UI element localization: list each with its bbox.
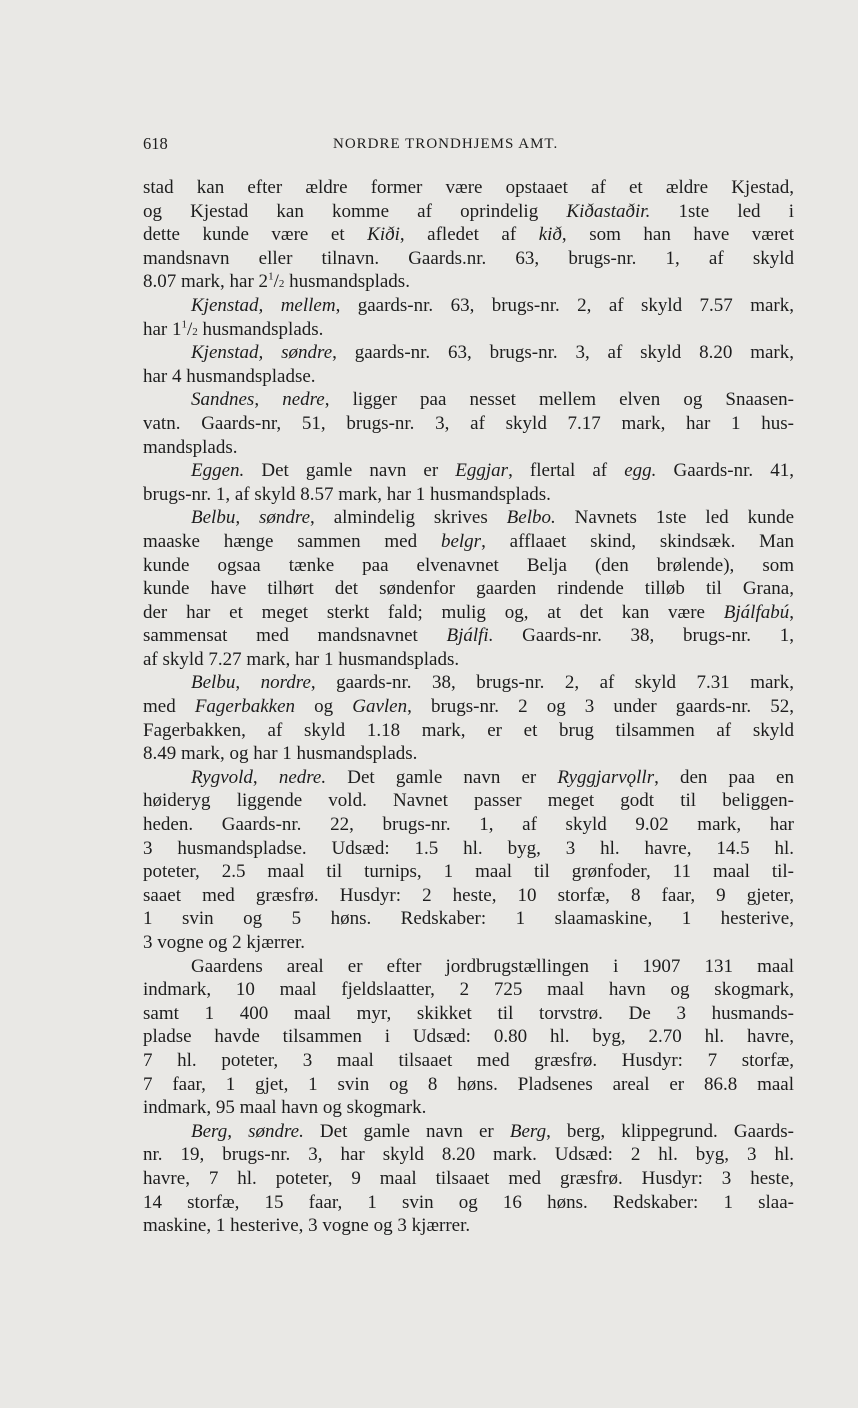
text-line — [143, 506, 794, 530]
italic-term: nedre. — [278, 766, 327, 788]
text-line — [143, 577, 794, 601]
italic-term: Rygvold — [191, 766, 253, 788]
text-run: stad kan efter ældre former være opstaaet af et ældre Kjestad, — [143, 177, 794, 198]
text-line — [143, 742, 794, 766]
italic-term: Belbu, søndre — [191, 507, 311, 529]
text-line — [143, 530, 794, 554]
text-line — [143, 341, 794, 365]
text-line — [143, 884, 794, 908]
text-line — [143, 1049, 794, 1073]
text-run: med — [143, 696, 195, 718]
italic-term: kið — [538, 224, 562, 246]
text-run: og — [295, 696, 353, 718]
text-run: 1 svin og 5 høns. Redskaber: 1 slaamaskine, 1 hesterive, — [143, 908, 794, 930]
page-number: 618 — [143, 134, 168, 153]
italic-term: belgr — [440, 530, 482, 552]
text-run: kunde have tilhørt det søndenfor gaarden rindende tilløb til Grana, — [143, 578, 794, 600]
text-run: har 1 — [143, 318, 182, 340]
text-run: Gaardens areal er efter jordbrugstællingen i 1907 131 maal — [191, 955, 794, 977]
text-run: 14 storfæ, 15 faar, 1 svin og 16 høns. Redskaber: 1 slaa- — [143, 1191, 794, 1213]
italic-term: Kiðastaðir. — [566, 200, 651, 222]
text-line — [143, 1025, 794, 1049]
text-line — [143, 931, 794, 955]
text-run: , — [252, 766, 279, 788]
text-line — [143, 247, 794, 271]
text-line — [143, 955, 794, 979]
text-run: , flertal af — [508, 460, 625, 482]
italic-term: Bjálfi. — [446, 625, 494, 647]
italic-term: Ryggjarvǫllr — [557, 766, 655, 788]
text-run: samt 1 400 maal myr, skikket til torvstrø. De 3 husmands- — [143, 1002, 794, 1024]
text-line — [143, 318, 794, 342]
text-run: 7 hl. poteter, 3 maal tilsaaet med græsfrø. Husdyr: 7 storfæ, — [143, 1049, 794, 1071]
fraction-numerator: 1 — [181, 318, 188, 331]
text-run: der har et meget sterkt fald; mulig og, at det kan være — [143, 601, 724, 623]
italic-term: nordre — [260, 672, 311, 694]
text-run: , almindelig skrives — [310, 507, 507, 529]
fraction-numerator: 1 — [268, 271, 274, 284]
italic-term: nedre — [282, 389, 325, 411]
italic-term: Berg — [509, 1120, 547, 1142]
text-run: har 4 husmandspladse. — [143, 365, 316, 387]
text-run: Gaards-nr. 38, brugs-nr. 1, — [493, 625, 794, 647]
text-run: , — [235, 672, 261, 694]
text-run: , brugs-nr. 2 og 3 under gaards-nr. 52, — [407, 696, 795, 718]
text-line — [143, 789, 794, 813]
text-run: , den paa en — [654, 766, 794, 788]
text-run: Fagerbakken, af skyld 1.18 mark, er et brug tilsammen af skyld — [143, 719, 794, 741]
text-line — [143, 907, 794, 931]
text-run: , ligger paa nesset mellem elven og Snaasen- — [324, 389, 795, 411]
text-run: husmandsplads. — [197, 318, 324, 340]
text-line — [143, 200, 794, 224]
text-run: , gaards-nr. 63, brugs-nr. 2, af skyld 7.57 mark, — [335, 294, 794, 316]
text-run: mandsplads. — [143, 436, 238, 458]
text-line — [143, 270, 794, 294]
text-line — [143, 1167, 794, 1191]
italic-term: Kiði — [367, 224, 400, 246]
text-run: , — [789, 601, 794, 623]
text-run: mandsnavn eller tilnavn. Gaards.nr. 63, brugs-nr. 1, af skyld — [143, 247, 794, 269]
text-line — [143, 695, 794, 719]
text-run: Gaards-nr. 41, — [656, 460, 794, 482]
text-run: brugs-nr. 1, af skyld 8.57 mark, har 1 husmandsplads. — [143, 483, 551, 505]
text-run: kunde ogsaa tænke paa elvenavnet Belja (den brølende), som — [143, 554, 794, 576]
text-line — [143, 176, 794, 200]
text-line — [143, 860, 794, 884]
italic-term: Eggjar — [455, 460, 509, 482]
text-run: saaet med græsfrø. Husdyr: 2 heste, 10 storfæ, 8 faar, 9 gjeter, — [143, 884, 794, 906]
fraction-denominator: 2 — [278, 278, 285, 291]
body-text — [143, 176, 794, 1238]
text-run: Det gamle navn er — [303, 1120, 510, 1142]
text-line — [143, 1214, 794, 1238]
text-run: 3 husmandspladse. Udsæd: 1.5 hl. byg, 3 hl. havre, 14.5 hl. — [143, 837, 794, 859]
text-line — [143, 365, 794, 389]
text-run: høideryg liggende vold. Navnet passer meget godt til beliggen- — [143, 790, 794, 812]
text-line — [143, 766, 794, 790]
text-run: , afflaaet skind, skindsæk. Man — [481, 530, 794, 552]
text-run: husmandsplads. — [284, 271, 410, 293]
text-run: maskine, 1 hesterive, 3 vogne og 3 kjærrer. — [143, 1215, 471, 1237]
text-run: dette kunde være et — [143, 224, 368, 246]
fraction-denominator: 2 — [192, 325, 198, 338]
text-run: / — [273, 271, 279, 293]
text-line — [143, 388, 794, 412]
page-header — [143, 132, 794, 156]
text-run: poteter, 2.5 maal til turnips, 1 maal til grønfoder, 11 maal til- — [143, 861, 794, 883]
text-run: , som han have været — [561, 224, 794, 246]
text-line — [143, 624, 794, 648]
text-run: 7 faar, 1 gjet, 1 svin og 8 høns. Pladsenes areal er 86.8 maal — [143, 1073, 794, 1095]
running-title: NORDRE TRONDHJEMS AMT. — [333, 136, 559, 152]
text-line — [143, 978, 794, 1002]
text-line — [143, 1143, 794, 1167]
italic-term: Sandnes — [191, 389, 255, 411]
text-run: nr. 19, brugs-nr. 3, har skyld 8.20 mark. Udsæd: 2 hl. byg, 3 hl. — [143, 1144, 794, 1166]
text-line — [143, 459, 794, 483]
text-line — [143, 719, 794, 743]
text-line — [143, 554, 794, 578]
text-run: , — [254, 389, 283, 411]
text-line — [143, 483, 794, 507]
text-line — [143, 1191, 794, 1215]
italic-term: Berg, søndre. — [191, 1120, 304, 1142]
text-line — [143, 671, 794, 695]
text-run: maaske hænge sammen med — [143, 530, 441, 552]
text-run: af skyld 7.27 mark, har 1 husmandsplads. — [143, 648, 460, 670]
text-run: Det gamle navn er — [326, 766, 558, 788]
text-run: 8.49 mark, og har 1 husmandsplads. — [143, 743, 418, 765]
text-run: , gaards-nr. 63, brugs-nr. 3, af skyld 8.20 mark, — [332, 342, 794, 364]
text-run: 1ste led i — [650, 200, 794, 222]
italic-term: Fagerbakken — [194, 696, 296, 718]
text-line — [143, 1073, 794, 1097]
italic-term: egg. — [624, 460, 657, 482]
text-run: heden. Gaards-nr. 22, brugs-nr. 1, af skyld 9.02 mark, har — [143, 814, 794, 836]
italic-term: Gavlen — [352, 696, 408, 718]
text-run: indmark, 10 maal fjeldslaatter, 2 725 maal havn og skogmark, — [143, 979, 794, 1001]
text-line — [143, 1120, 794, 1144]
text-run: Navnets 1ste led kunde — [555, 507, 794, 529]
italic-term: Eggen. — [191, 460, 245, 482]
text-run: havre, 7 hl. poteter, 9 maal tilsaaet med græsfrø. Husdyr: 3 heste, — [143, 1167, 794, 1189]
text-line — [143, 294, 794, 318]
italic-term: Kjenstad, søndre — [191, 342, 333, 364]
italic-term: Bjálfabú — [723, 601, 790, 623]
text-line — [143, 223, 794, 247]
italic-term: Kjenstad, mellem — [191, 294, 336, 316]
text-run: 3 vogne og 2 kjærrer. — [143, 932, 306, 953]
text-run: sammensat med mandsnavnet — [143, 625, 447, 647]
text-run: , gaards-nr. 38, brugs-nr. 2, af skyld 7.31 mark, — [310, 672, 794, 694]
text-run: , afledet af — [399, 224, 539, 246]
text-line — [143, 1096, 794, 1120]
text-line — [143, 412, 794, 436]
text-run: og Kjestad kan komme af oprindelig — [143, 200, 567, 222]
text-run: pladse havde tilsammen i Udsæd: 0.80 hl. byg, 2.70 hl. havre, — [143, 1026, 794, 1048]
text-run: indmark, 95 maal havn og skogmark. — [143, 1097, 427, 1119]
text-line — [143, 648, 794, 672]
text-run: , berg, klippegrund. Gaards- — [546, 1120, 794, 1142]
text-run: / — [187, 318, 193, 340]
text-line — [143, 436, 794, 460]
italic-term: Belbu — [191, 672, 236, 694]
text-line — [143, 1002, 794, 1026]
text-line — [143, 601, 794, 625]
text-run: vatn. Gaards-nr, 51, brugs-nr. 3, af skyld 7.17 mark, har 1 hus- — [143, 412, 794, 434]
text-run: Det gamle navn er — [244, 460, 456, 482]
text-line — [143, 837, 794, 861]
text-run: 8.07 mark, har 2 — [143, 271, 269, 293]
italic-term: Belbo. — [506, 507, 556, 529]
text-line — [143, 813, 794, 837]
